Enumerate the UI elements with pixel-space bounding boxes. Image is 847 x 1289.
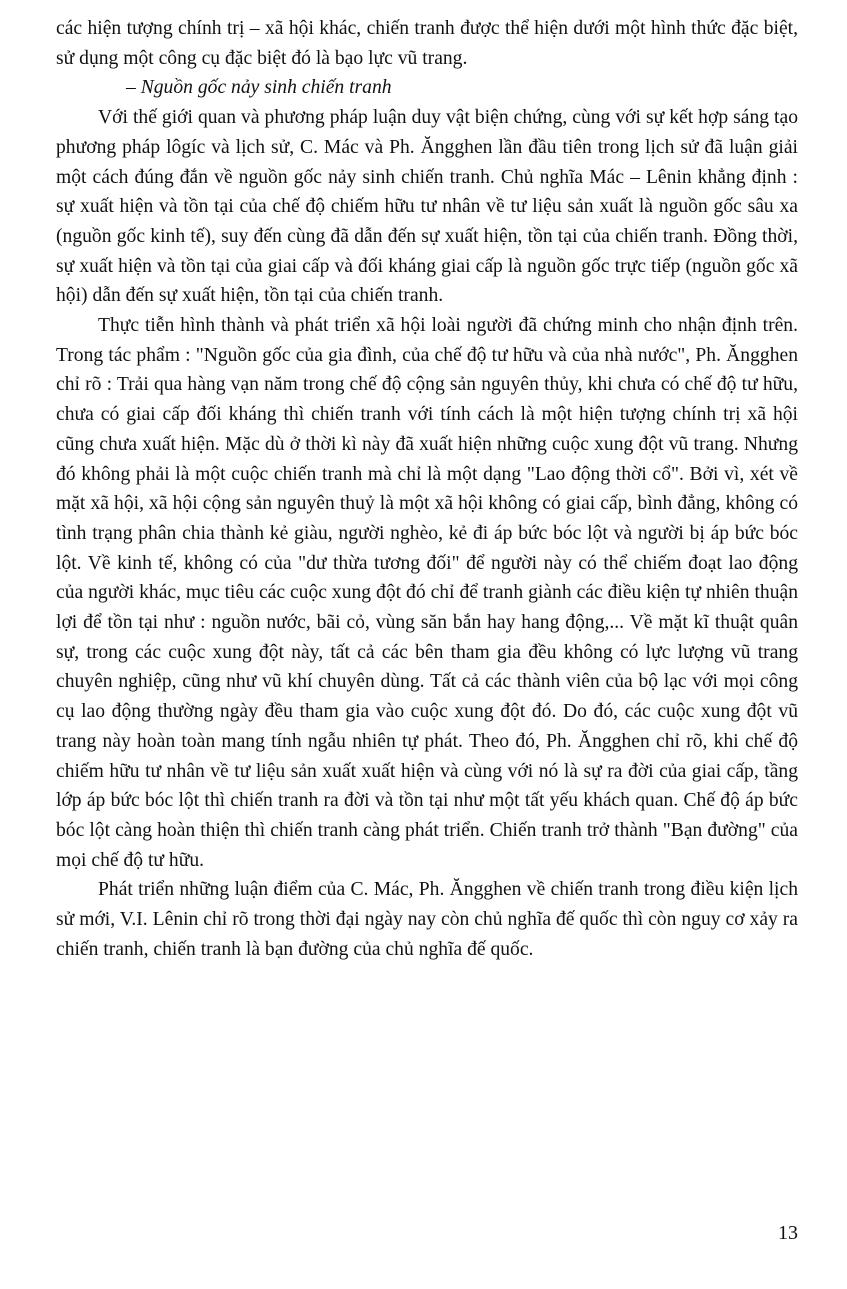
paragraph-continuation: các hiện tượng chính trị – xã hội khác, chiến tranh được thể hiện dưới một hình thức đặc biệt, sử dụng một công cụ đặc biệt đó là bạo lực vũ trang. (56, 18, 798, 69)
page-number: 13 (778, 1222, 798, 1244)
paragraph-practice: Thực tiễn hình thành và phát triển xã hội loài người đã chứng minh cho nhận định trên. Trong tác phẩm : "Nguồn gốc của gia đình, của chế độ tư hữu và của nhà nước", Ph. Ăngghen chỉ rõ : Trải qua hàng vạn năm trong chế độ cộng sản nguyên thủy, khi chưa có chế độ tư hữu, chưa có giai cấp đối kháng thì chiến tranh với tính cách là một hiện tượng chính trị xã hội cũng chưa xuất hiện. Mặc dù ở thời kì này đã xuất hiện những cuộc xung đột vũ trang. Nhưng đó không phải là một cuộc chiến tranh mà chỉ là một dạng "Lao động thời cổ". Bởi vì, xét về mặt xã hội, xã hội cộng sản nguyên thuỷ là một xã hội không có giai cấp, bình đẳng, không có tình trạng phân chia thành kẻ giàu, người nghèo, kẻ đi áp bức bóc lột và người bị áp bức bóc lột. Về kinh tế, không có của "dư thừa tương đối" để người này có thể chiếm đoạt lao động của người khác, mục tiêu các cuộc xung đột đó chỉ để tranh giành các điều kiện tự nhiên thuận lợi để tồn tại như : nguồn nước, bãi cỏ, vùng săn bắn hay hang động,... Về mặt kĩ thuật quân sự, trong các cuộc xung đột này, tất cả các bên tham gia đều không có lực lượng vũ trang chuyên nghiệp, cũng như vũ khí chuyên dùng. Tất cả các thành viên của bộ lạc với mọi công cụ lao động thường ngày đều tham gia vào cuộc xung đột đó. Do đó, các cuộc xung đột vũ trang này hoàn toàn mang tính ngẫu nhiên tự phát. Theo đó, Ph. Ăngghen chỉ rõ, khi chế độ chiếm hữu tư nhân về tư liệu sản xuất xuất hiện và cùng với nó là sự ra đời của giai cấp, tầng lớp áp bức bóc lột thì chiến tranh ra đời và tồn tại như một tất yếu khách quan. Chế độ áp bức bóc lột càng hoàn thiện thì chiến tranh càng phát triển. Chiến tranh trở thành "Bạn đường" của mọi chế độ tư hữu. (56, 315, 798, 871)
paragraph-origins: Với thế giới quan và phương pháp luận duy vật biện chứng, cùng với sự kết hợp sáng tạo phương pháp lôgíc và lịch sử, C. Mác và Ph. Ăngghen lần đầu tiên trong lịch sử đã luận giải một cách đúng đắn về nguồn gốc nảy sinh chiến tranh. Chủ nghĩa Mác – Lênin khẳng định : sự xuất hiện và tồn tại của chế độ chiếm hữu tư nhân về tư liệu sản xuất là nguồn gốc sâu xa (nguồn gốc kinh tế), suy đến cùng đã dẫn đến sự xuất hiện, tồn tại của chiến tranh. Đồng thời, sự xuất hiện và tồn tại của giai cấp và đối kháng giai cấp là nguồn gốc trực tiếp (nguồn gốc xã hội) dẫn đến sự xuất hiện, tồn tại của chiến tranh. (56, 107, 798, 307)
page-body (56, 14, 798, 965)
section-subheading: – Nguồn gốc nảy sinh chiến tranh (126, 77, 392, 99)
paragraph-lenin: Phát triển những luận điểm của C. Mác, Ph. Ăngghen về chiến tranh trong điều kiện lịch sử mới, V.I. Lênin chỉ rõ trong thời đại ngày nay còn chủ nghĩa đế quốc thì còn nguy cơ xảy ra chiến tranh, chiến tranh là bạn đường của chủ nghĩa đế quốc. (56, 879, 798, 960)
